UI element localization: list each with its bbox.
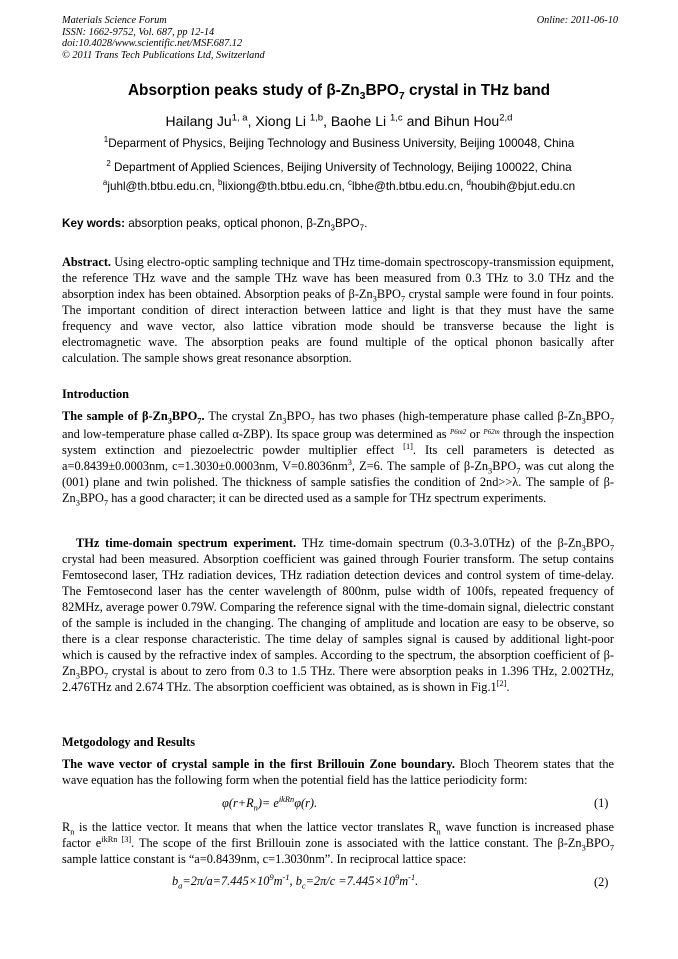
paragraph-thz-experiment: THz time-domain spectrum experiment. THz time-domain spectrum (0.3-3.0THz) of the $\beta-Zn_3BPO_7$ crystal had been measured. Absorption coefficient was gained through Fourier transform. The setup contains Femtosecond laser, THz radiation devices, THz radiation detection devices and control system of time-delay. The Femtosecond laser has the center wavelength of 800nm, pulse width of 100fs, repeated frequency of 82MHz, average power 0.79W. Comparing the reference signal with the time-domain signal, dielectric constant of the sample is included in the changing. The changing of amplitude and location are easy to be observe, so there is a clear response characteristic. The time delay of samples signal is caused by additional light-poor which is caused by the refractive index of samples. According to the spectrum, the absorption coefficient of $\beta-Zn_3BPO_7$ crystal is about to zero from 0.3 to 1.5 THz. There were absorption peaks in 1.396 THz, 2.002THz, 2.476THz and 2.674 THz. The absorption coefficient was obtained, as is shown in Fig.1[2]. <box>62 536 614 694</box>
citation[interactable]: [3] <box>117 834 132 844</box>
section-heading-methodology: Metgodology and Results <box>62 735 196 749</box>
journal-header <box>62 15 442 61</box>
space-group-2: P62m <box>483 428 500 436</box>
space-group-1: P6m2 <box>449 428 467 436</box>
journal-copyright: © 2011 Trans Tech Publications Ltd, Switzerland <box>62 49 265 61</box>
paragraph-lattice-vector: $R_n$ is the lattice vector. It means that when the lattice vector translates $R_n$ wave function is increased phase factor $e^{ikRn}$ [3]. The scope of the first Brillouin zone is associated with the lattice constant. The $\beta-Zn_3BPO_7$ sample lattice constant is “a=0.8439nm, c=1.3030nm”. In reciprocal lattice space: <box>62 820 614 866</box>
affiliation-2: $^2$ Department of Applied Sciences, Beijing University of Technology, Beijing 100022, China <box>106 159 572 174</box>
online-date: Online: 2011-06-10 <box>536 15 618 26</box>
abstract: Abstract. Using electro-optic sampling technique and THz time-domain spectroscopy-transmission equipment, the reference THz wave and the sample THz wave has been measured from 0.3 THz to 3.0 THz and the absorption index has been obtained. Absorption peaks of $\beta-Zn_3BPO_7$ crystal sample were found in four points. The important condition of direct interaction between lattice and light is that they must have the same frequency and wave vector, also lattice vibration mode should be transverse because the light is electromagnetic wave. The absorption peaks are found multiple of the optical phonon basically after calculation. The sample shows great resonance absorption. <box>62 255 614 365</box>
equation-number-2: (2) <box>594 875 609 889</box>
journal-name: Materials Science Forum <box>62 15 167 26</box>
equation-number-1: (1) <box>594 796 609 810</box>
paper-title: Absorption peaks study of $\beta-Zn_3BPO_7$ crystal in THz band <box>127 82 551 103</box>
journal-issn: ISSN: 1662-9752, Vol. 687, pp 12-14 <box>62 26 215 38</box>
paragraph-sample: The sample of $\beta-Zn_3BPO_7$. The crystal $Zn_3BPO_7$ has two phases (high-temperature phase called $\beta-Zn_3BPO_7$ and low-temperature phase called α-ZBP). Its space group was determined as $^{P6m2}$ or $^{P62m}$ through the inspection system extinction and piezoelectric powder multiplier effect [1]. Its cell parameters is detected as a=0.8439±0.0003nm, c=1.3030±0.0003nm, $V=0.8036nm^3$, Z=6. The sample of $\beta-Zn_3BPO_7$ was cut along the (001) plane and twin polished. The thickness of sample satisfies the condition of 2nd>>λ. The sample of $\beta-Zn_3BPO_7$ has a good character; it can be directed used as a sample for THz spectrum experiments. <box>62 409 615 508</box>
paragraph-wave-vector: The wave vector of crystal sample in the first Brillouin Zone boundary. Bloch Theorem states that the wave equation has the following form when the potential field has the lattice periodicity form: <box>62 757 614 787</box>
paragraph-label: The sample of $\beta-Zn_3BPO_7$. <box>62 409 205 426</box>
journal-doi: doi:10.4028/www.scientific.net/MSF.687.12 <box>62 38 243 50</box>
paragraph-label: The wave vector of crystal sample in the first Brillouin Zone boundary. <box>62 757 455 771</box>
paragraph-label: THz time-domain spectrum experiment. <box>76 536 297 550</box>
abstract-label: Abstract. <box>62 255 112 269</box>
keywords: Key words: absorption peaks, optical phonon, $\beta-Zn_3BPO_7$. <box>62 217 368 233</box>
equation-1: $\varphi(r+R_n)= e^{ikRn}\varphi(r)$. <box>222 794 318 813</box>
keywords-label: Key words: <box>62 217 125 230</box>
author-emails: $^a$juhl@th.btbu.edu.cn, $^b$lixiong@th.btbu.edu.cn, $^c$lbhe@th.btbu.edu.cn, $^d$houbih@bjut.edu.cn <box>102 178 576 193</box>
affiliation-1: $^1$Deparment of Physics, Beijing Technology and Business University, Beijing 100048, China <box>103 135 575 150</box>
section-heading-introduction: Introduction <box>62 387 129 401</box>
citation[interactable]: [1] <box>403 441 413 451</box>
citation[interactable]: [2] <box>496 678 507 688</box>
equation-2: $b_a=2\pi/a=7.445\times 10^9m^{-1}$, $b_c=2\pi/c =7.445\times 10^9m^{-1}$. <box>172 872 419 891</box>
author-list: Hailang Ju$^{1, a}$, Xiong Li $^{1,b}$, Baohe Li $^{1,c}$ and Bihun Hou$^{2,d}$ <box>165 112 513 129</box>
